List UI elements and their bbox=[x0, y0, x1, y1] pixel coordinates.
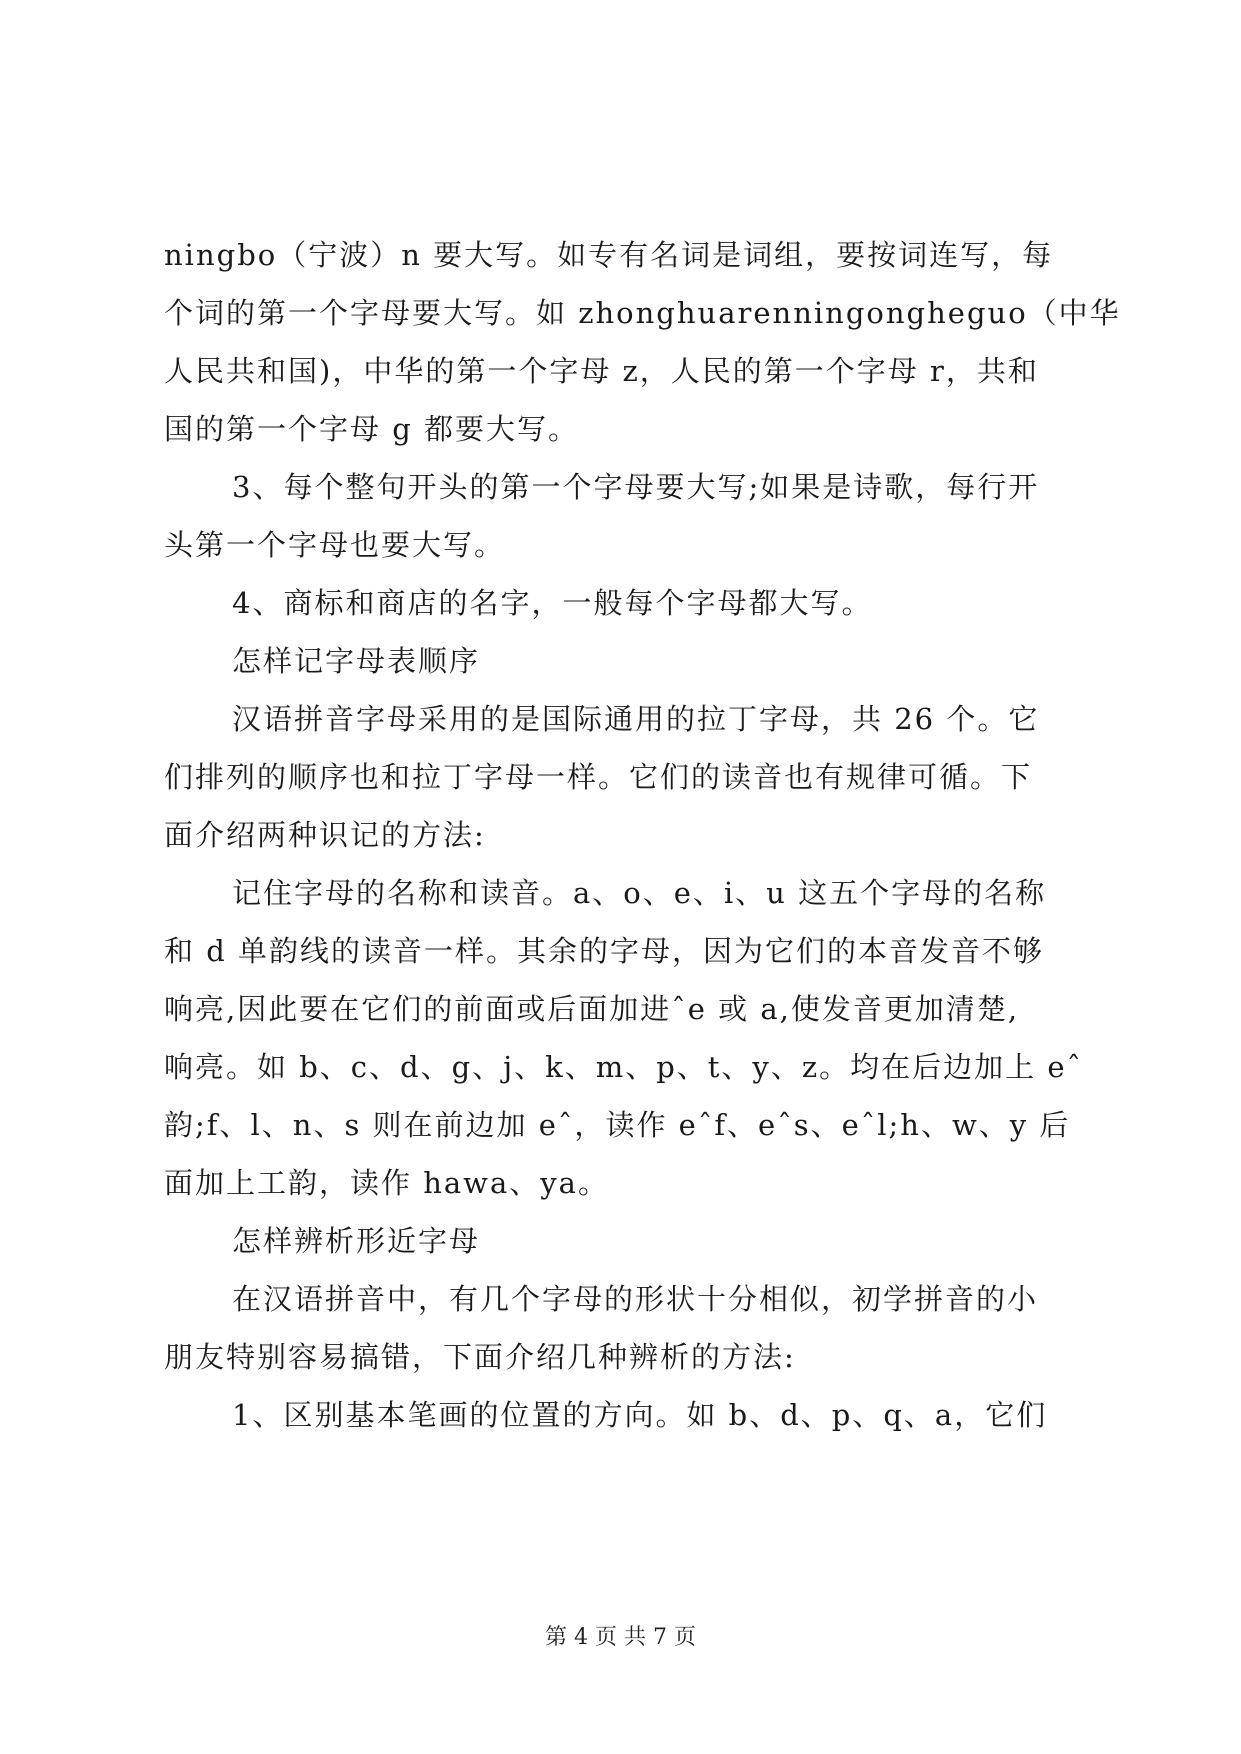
text-line: 4、商标和商店的名字，一般每个字母都大写。 bbox=[232, 586, 873, 620]
text-line: 3、每个整句开头的第一个字母要大写;如果是诗歌，每行开 bbox=[232, 470, 1040, 504]
section-heading: 怎样辨析形近字母 bbox=[232, 1224, 481, 1258]
text-line: 面介绍两种识记的方法: bbox=[164, 818, 486, 852]
text-line: 和 d 单韵线的读音一样。其余的字母，因为它们的本音发音不够 bbox=[164, 934, 1045, 968]
text-line: 面加上工韵，读作 hawa、ya。 bbox=[164, 1166, 609, 1200]
text-line: 响亮,因此要在它们的前面或后面加进ˆe 或 a,使发音更加清楚, bbox=[164, 992, 1020, 1026]
text-line: 们排列的顺序也和拉丁字母一样。它们的读音也有规律可循。下 bbox=[164, 760, 1033, 794]
text-line: 在汉语拼音中，有几个字母的形状十分相似，初学拼音的小 bbox=[232, 1282, 1039, 1316]
text-line: 个词的第一个字母要大写。如 zhonghuarenningongheguo（中华 bbox=[164, 296, 1121, 330]
text-line: 头第一个字母也要大写。 bbox=[164, 528, 506, 562]
text-line: 人民共和国)，中华的第一个字母 z，人民的第一个字母 r，共和 bbox=[164, 354, 1039, 388]
text-line: 1、区别基本笔画的位置的方向。如 b、d、p、q、a，它们 bbox=[232, 1398, 1048, 1432]
text-line: 汉语拼音字母采用的是国际通用的拉丁字母，共 26 个。它 bbox=[232, 702, 1040, 736]
text-line: ningbo（宁波）n 要大写。如专有名词是词组，要按词连写，每 bbox=[164, 238, 1054, 272]
page-number-footer: 第 4 页 共 7 页 bbox=[545, 1625, 696, 1650]
section-heading: 怎样记字母表顺序 bbox=[232, 644, 481, 678]
text-line: 朋友特别容易搞错，下面介绍几种辨析的方法: bbox=[164, 1340, 796, 1374]
document-body bbox=[164, 226, 1121, 1444]
text-line: 韵;f、l、n、s 则在前边加 eˆ，读作 eˆf、eˆs、eˆl;h、w、y 后 bbox=[164, 1108, 1071, 1142]
text-line: 响亮。如 b、c、d、g、j、k、m、p、t、y、z。均在后边加上 eˆ bbox=[164, 1050, 1083, 1084]
text-line: 记住字母的名称和读音。a、o、e、i、u 这五个字母的名称 bbox=[232, 876, 1047, 910]
text-line: 国的第一个字母 g 都要大写。 bbox=[164, 412, 580, 446]
